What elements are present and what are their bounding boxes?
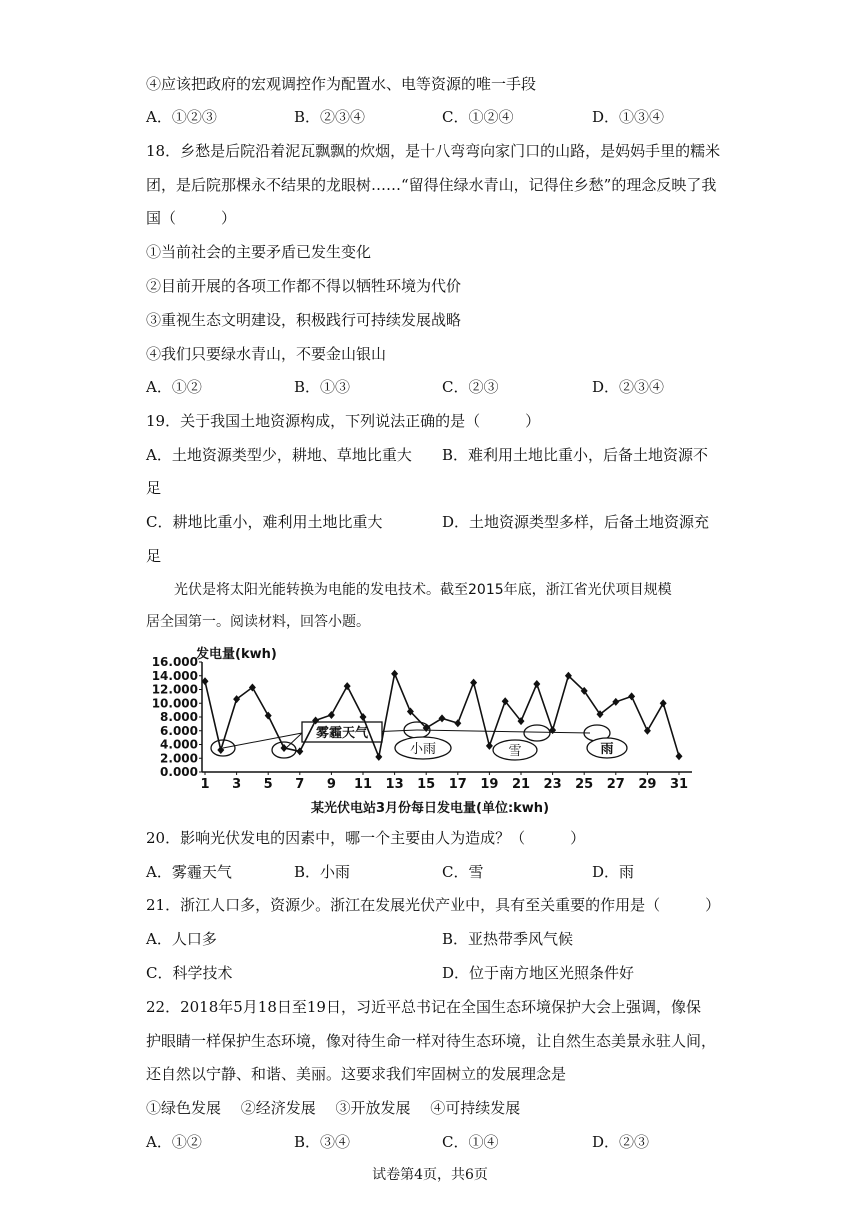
x-tick-label: 9 bbox=[326, 777, 336, 792]
q17-option-a: A．①②③ bbox=[146, 108, 217, 126]
q21-option-a: A．人口多 bbox=[146, 930, 217, 948]
q18-stem-line3: 国（ ） bbox=[146, 209, 237, 227]
q20-option-a: A．雾霾天气 bbox=[146, 863, 232, 881]
q20-option-b: B．小雨 bbox=[294, 863, 351, 881]
q18-item1: ①当前社会的主要矛盾已发生变化 bbox=[146, 243, 372, 261]
q18-stem-line2: 团，是后院那棵永不结果的龙眼树……“留得住绿水青山，记得住乡愁”的理念反映了我 bbox=[146, 176, 717, 194]
snow-label: 雪 bbox=[508, 744, 522, 759]
y-tick-label: 2.000 bbox=[160, 751, 198, 766]
data-point bbox=[391, 670, 398, 678]
x-tick-label: 19 bbox=[480, 777, 499, 792]
y-tick-label: 4.000 bbox=[160, 737, 198, 752]
q18-option-d: D．②③④ bbox=[592, 378, 665, 396]
data-point bbox=[454, 719, 461, 727]
data-point bbox=[360, 713, 367, 721]
material-intro-line2: 居全国第一。阅读材料，回答小题。 bbox=[146, 614, 370, 630]
annotation-connector bbox=[417, 730, 590, 733]
q18-option-c: C．②③ bbox=[442, 378, 499, 396]
q19-option-b: B．难利用土地比重小，后备土地资源不 bbox=[442, 446, 709, 464]
power-generation-chart bbox=[140, 642, 700, 822]
y-tick-label: 8.000 bbox=[160, 710, 198, 724]
x-tick-label: 5 bbox=[263, 777, 273, 792]
q19-option-d-continued: 足 bbox=[146, 547, 162, 565]
data-point bbox=[470, 679, 477, 687]
x-tick-label: 11 bbox=[353, 777, 373, 792]
q18-item3: ③重视生态文明建设，积极践行可持续发展战略 bbox=[146, 311, 462, 329]
x-tick-label: 17 bbox=[448, 777, 467, 792]
data-point bbox=[296, 747, 303, 755]
q22-items: ①绿色发展 ②经济发展 ③开放发展 ④可持续发展 bbox=[146, 1099, 521, 1117]
q19-option-c: C．耕地比重小，难利用土地比重大 bbox=[146, 513, 383, 531]
q19-option-b-continued: 足 bbox=[146, 479, 162, 497]
data-point bbox=[344, 682, 351, 690]
rain-label: 雨 bbox=[600, 742, 614, 757]
x-tick-label: 29 bbox=[638, 777, 657, 792]
data-point bbox=[486, 742, 493, 750]
q20-option-c: C．雪 bbox=[442, 863, 484, 881]
q19-option-a: A．土地资源类型少，耕地、草地比重大 bbox=[146, 446, 412, 464]
y-tick-label: 14.000 bbox=[151, 668, 198, 683]
q18-item2: ②目前开展的各项工作都不得以牺牲环境为代价 bbox=[146, 277, 462, 295]
x-tick-label: 1 bbox=[200, 777, 210, 792]
data-point bbox=[328, 711, 335, 719]
x-tick-label: 13 bbox=[385, 777, 404, 792]
q17-option-c: C．①②④ bbox=[442, 108, 514, 126]
data-point bbox=[533, 680, 540, 688]
data-point bbox=[628, 692, 635, 700]
light-rain-label: 小雨 bbox=[409, 742, 437, 757]
q17-option-d: D．①③④ bbox=[592, 108, 665, 126]
q22-option-c: C．①④ bbox=[442, 1133, 499, 1151]
y-tick-label: 16.000 bbox=[151, 655, 198, 669]
q17-option-b: B．②③④ bbox=[294, 108, 366, 126]
x-tick-label: 25 bbox=[575, 777, 594, 792]
q20-stem: 20．影响光伏发电的因素中，哪一个主要由人为造成？（ ） bbox=[146, 829, 586, 847]
q17-item4: ④应该把政府的宏观调控作为配置水、电等资源的唯一手段 bbox=[146, 75, 537, 93]
x-tick-label: 21 bbox=[511, 777, 531, 792]
q22-option-a: A．①② bbox=[146, 1133, 202, 1151]
q22-stem-line2: 护眼睛一样保护生态环境，像对待生命一样对待生态环境，让自然生态美景永驻人间， bbox=[146, 1032, 717, 1050]
q21-stem: 21．浙江人口多，资源少。浙江在发展光伏产业中，具有至关重要的作用是（ ） bbox=[146, 896, 721, 914]
data-point bbox=[281, 744, 288, 752]
q19-stem: 19．关于我国土地资源构成，下列说法正确的是（ ） bbox=[146, 412, 541, 430]
haze-label: 雾霾天气 bbox=[315, 726, 369, 741]
q21-option-b: B．亚热带季风气候 bbox=[442, 930, 574, 948]
q18-item4: ④我们只要绿水青山，不要金山银山 bbox=[146, 345, 387, 363]
x-tick-label: 27 bbox=[606, 777, 625, 792]
x-tick-label: 15 bbox=[417, 777, 436, 792]
y-tick-label: 10.000 bbox=[151, 696, 198, 711]
x-tick-label: 31 bbox=[669, 777, 689, 792]
q22-option-d: D．②③ bbox=[592, 1133, 650, 1151]
y-tick-label: 0.000 bbox=[160, 765, 198, 779]
data-point bbox=[676, 752, 683, 760]
data-point bbox=[439, 714, 446, 722]
data-point bbox=[217, 746, 224, 754]
x-tick-label: 7 bbox=[295, 777, 305, 792]
x-tick-label: 23 bbox=[543, 777, 562, 792]
q22-stem-line3: 还自然以宁静、和谐、美丽。这要求我们牢固树立的发展理念是 bbox=[146, 1065, 567, 1083]
q20-option-d: D．雨 bbox=[592, 863, 635, 881]
annotation-circle bbox=[524, 725, 550, 741]
q18-option-b: B．①③ bbox=[294, 378, 351, 396]
chart-title: 某光伏电站3月份每日发电量(单位:kwh) bbox=[310, 801, 550, 816]
q18-option-a: A．①② bbox=[146, 378, 202, 396]
y-tick-label: 6.000 bbox=[160, 723, 198, 738]
q18-stem-line1: 18．乡愁是后院沿着泥瓦飘飘的炊烟，是十八弯弯向家门口的山路，是妈妈手里的糯米 bbox=[146, 142, 721, 160]
x-tick-label: 3 bbox=[232, 777, 242, 792]
page-footer: 试卷第4页，共6页 bbox=[372, 1167, 488, 1183]
q21-option-d: D．位于南方地区光照条件好 bbox=[442, 964, 635, 982]
q21-option-c: C．科学技术 bbox=[146, 964, 233, 982]
data-point bbox=[375, 753, 382, 761]
q19-option-d: D．土地资源类型多样，后备土地资源充 bbox=[442, 513, 710, 531]
q22-stem-line1: 22．2018年5月18日至19日，习近平总书记在全国生态环境保护大会上强调，像保 bbox=[146, 998, 701, 1016]
material-intro-line1: 光伏是将太阳光能转换为电能的发电技术。截至2015年底，浙江省光伏项目规模 bbox=[174, 582, 672, 598]
q22-option-b: B．③④ bbox=[294, 1133, 351, 1151]
y-tick-label: 12.000 bbox=[151, 682, 198, 697]
chart-ylabel: 发电量(kwh) bbox=[196, 647, 277, 662]
